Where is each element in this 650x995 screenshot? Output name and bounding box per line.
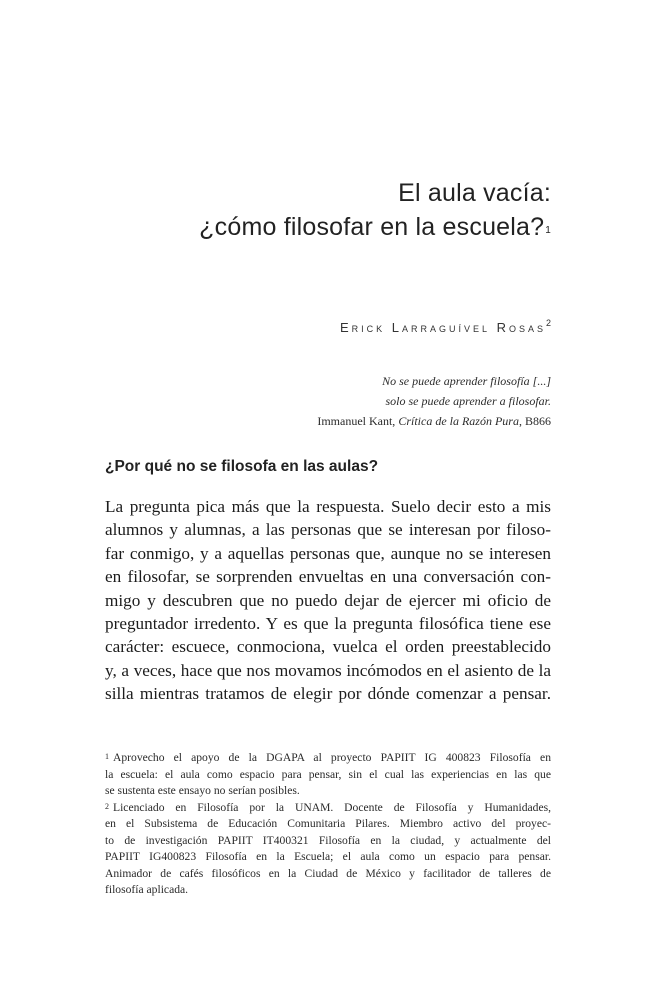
footnote-1-line: se sustenta este ensayo no serían posibles. xyxy=(105,784,300,797)
chapter-title-line-1: El aula vacía: xyxy=(398,179,551,207)
body-line: carácter: escuece, conmociona, vuelca el orden preestablecido xyxy=(105,637,551,657)
epigraph-line-1: No se puede aprender filosofía [...] xyxy=(382,374,551,388)
footnote-1-line xyxy=(105,750,551,767)
footnote-1-line: la escuela: el aula como espacio para pensar, sin el cual las experiencias en las que xyxy=(105,767,551,781)
title-footnote-marker: 1 xyxy=(545,225,551,236)
footnote-2-line: filosofía aplicada. xyxy=(105,883,189,896)
body-line: far conmigo, y a aquellas personas que, aunque no se interesen xyxy=(105,543,551,563)
chapter-title xyxy=(199,176,551,244)
footnote-2-line xyxy=(105,800,551,817)
body-line: silla mientras tratamos de elegir por dónde comenzar a pensar. xyxy=(105,684,551,704)
epigraph xyxy=(317,371,551,431)
epigraph-source-ref: , B866 xyxy=(518,414,551,428)
author-name xyxy=(340,320,551,335)
section-heading: ¿Por qué no se filosofa en las aulas? xyxy=(105,458,379,475)
footnote-2-line: Animador de cafés filosóficos en la Ciudad de México y facilitador de talleres de xyxy=(105,866,551,880)
footnote-1-marker: 1 xyxy=(105,752,109,761)
chapter-title-line-2 xyxy=(199,210,551,244)
body-line: y, a veces, hace que nos movamos incómodos en el asiento de la xyxy=(105,660,551,680)
epigraph-source-work: Crítica de la Razón Pura xyxy=(398,414,519,428)
author-footnote-marker: 2 xyxy=(545,318,551,328)
body-paragraph xyxy=(105,495,551,706)
epigraph-line-2: solo se puede aprender a filosofar. xyxy=(385,394,551,408)
author-name-text: Erick Larraguível Rosas xyxy=(339,320,546,335)
epigraph-source-author: Immanuel Kant, xyxy=(317,414,399,428)
body-line: La pregunta pica más que la respuesta. Suelo decir esto a mis xyxy=(105,497,551,516)
document-page xyxy=(105,0,551,995)
footnote-2-line: en el Subsistema de Educación Comunitaria Pilares. Miembro activo del proyec- xyxy=(105,817,551,830)
footnote-2-line: PAPIIT IG400823 Filosofía en la Escuela; el aula como un espacio para pensar. xyxy=(105,850,551,863)
footnotes xyxy=(105,750,551,899)
footnote-1-text: Aprovecho el apoyo de la DGAPA al proyecto PAPIIT IG 400823 Filosofía en xyxy=(113,751,551,764)
footnote-2-text: Licenciado en Filosofía por la UNAM. Docente de Filosofía y Humanidades, xyxy=(113,800,551,814)
body-line: alumnos y alumnas, a las personas que se interesan por filoso- xyxy=(105,520,551,540)
epigraph-source xyxy=(317,411,551,431)
body-line: preguntador irredento. Y es que la pregunta filosófica tiene ese xyxy=(105,614,551,634)
body-line: migo y descubren que no puedo dejar de ejercer mi oficio de xyxy=(105,590,551,610)
footnote-2-line: to de investigación PAPIIT IT400321 Filosofía en la ciudad, y actualmente del xyxy=(105,833,551,847)
body-line: en filosofar, se sorprenden envueltas en una conversación con- xyxy=(105,567,551,587)
chapter-title-line-2-text: ¿cómo filosofar en la escuela? xyxy=(199,213,545,241)
footnote-2-marker: 2 xyxy=(105,801,109,811)
